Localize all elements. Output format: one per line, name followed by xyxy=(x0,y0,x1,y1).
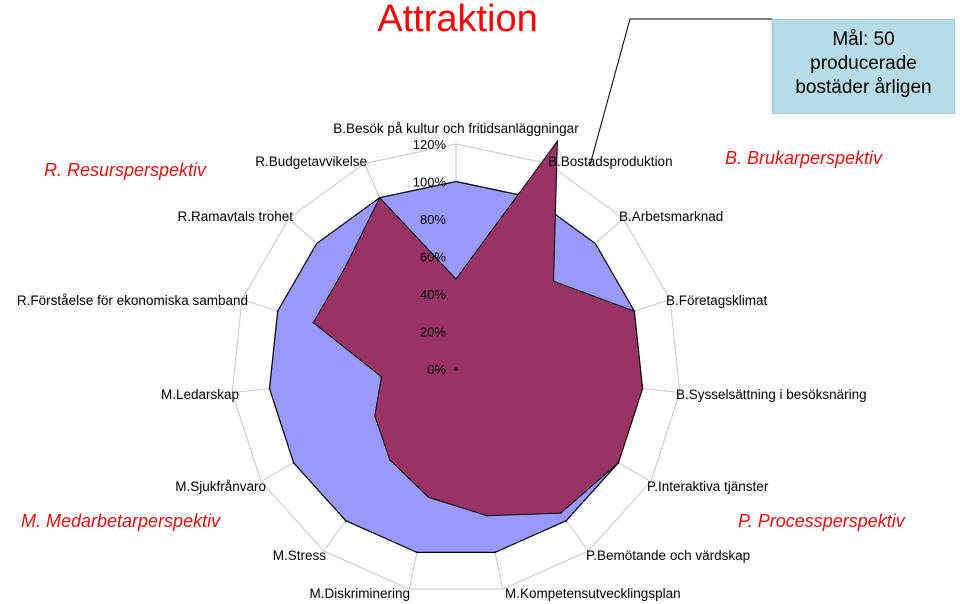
data-point xyxy=(374,415,376,417)
data-point xyxy=(565,520,567,522)
axis-label: P.Bemötande och värdskap xyxy=(586,548,751,563)
chart-title: Attraktion xyxy=(377,0,538,40)
radial-tick-label: 40% xyxy=(419,287,446,302)
data-point xyxy=(316,243,318,245)
data-point xyxy=(642,388,644,390)
data-point xyxy=(455,181,457,183)
data-point xyxy=(618,462,620,464)
radial-tick-label: 120% xyxy=(412,137,446,152)
perspective-label-resurs: R. Resursperspektiv xyxy=(44,160,207,180)
data-point xyxy=(345,520,347,522)
data-point xyxy=(557,140,559,142)
callout-leader-line xyxy=(590,19,772,165)
goal-callout-text: Mål: 50 producerade bostäder årligen xyxy=(795,29,932,98)
axis-label: M.Diskriminering xyxy=(309,586,410,601)
radial-tick-label: 20% xyxy=(419,324,446,340)
axis-label: R.Ramavtals trohet xyxy=(177,209,293,224)
data-point xyxy=(553,280,555,282)
axis-label: B.Företagsklimat xyxy=(666,293,768,308)
axis-label: B.Sysselsättning i besöksnäring xyxy=(676,387,867,402)
axis-label: P.Interaktiva tjänster xyxy=(647,479,769,494)
axis-label: B.Arbetsmarknad xyxy=(619,209,724,224)
data-point xyxy=(277,310,279,312)
data-point xyxy=(486,515,488,517)
axis-label: M.Stress xyxy=(272,548,326,563)
perspective-label-process: P. Processperspektiv xyxy=(738,511,905,531)
data-point xyxy=(494,552,496,554)
data-point xyxy=(269,388,271,390)
data-point xyxy=(344,268,346,270)
center-point xyxy=(454,367,457,370)
data-point xyxy=(381,376,383,378)
radial-tick-label: 80% xyxy=(419,212,446,227)
axis-label: B.Besök på kultur och fritidsanläggningar xyxy=(333,121,579,136)
data-point xyxy=(428,497,430,499)
data-point xyxy=(379,197,381,199)
axis-label: M.Sjukfrånvaro xyxy=(175,479,266,494)
radial-tick-label: 100% xyxy=(412,174,446,190)
data-point xyxy=(416,552,418,554)
goal-callout xyxy=(772,19,955,114)
perspective-label-bruk: B. Brukarperspektiv xyxy=(725,148,883,168)
axis-label: M.Kompetensutvecklingsplan xyxy=(505,586,681,601)
data-point xyxy=(389,459,391,461)
data-point xyxy=(634,310,636,312)
radial-tick-label: 0% xyxy=(427,362,446,377)
axis-label: R.Förståelse för ekonomiska samband xyxy=(16,293,248,308)
axis-label: M.Ledarskap xyxy=(160,387,239,402)
axis-label: B.Bostadsproduktion xyxy=(548,154,673,169)
radial-tick-label: 60% xyxy=(419,249,446,265)
data-point xyxy=(595,243,597,245)
perspective-label-medarbetar: M. Medarbetarperspektiv xyxy=(21,511,221,531)
data-point xyxy=(313,322,315,324)
data-point xyxy=(455,278,457,280)
axis-label: R.Budgetavvikelse xyxy=(255,154,367,169)
data-point xyxy=(560,512,562,514)
data-point xyxy=(293,462,295,464)
